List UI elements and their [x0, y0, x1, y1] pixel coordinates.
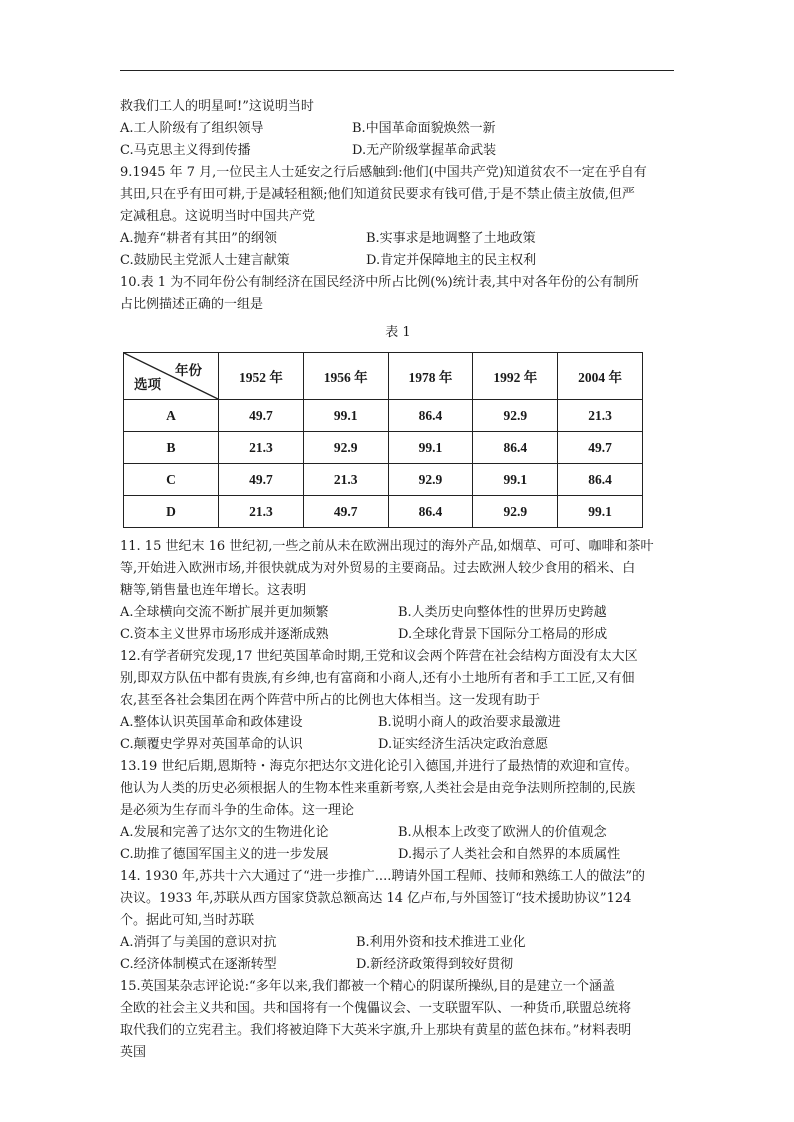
q11-option-d[interactable]: D.全球化背景下国际分工格局的形成 [398, 627, 608, 642]
table-cell: 92.9 [388, 464, 473, 496]
year-header: 1992 年 [473, 353, 558, 400]
q9-option-a[interactable]: A.抛弃“耕者有其田”的纲领 [120, 231, 277, 246]
ownership-table [123, 352, 643, 528]
table-cell: 86.4 [388, 496, 473, 528]
row-option-label: B [124, 432, 219, 464]
q9-stem-line: 其田,只在乎有田可耕,于是减轻租额;他们知道贫民要求有钱可借,于是不禁止债主放债,但严 [120, 187, 635, 202]
q11-options-row-1 [120, 602, 676, 624]
corner-label-year: 年份 [175, 363, 202, 378]
table-caption: 表 1 [385, 325, 411, 340]
q9-stem-line: 定减租息。这说明当时中国共产党 [120, 209, 316, 224]
year-header: 1956 年 [303, 353, 388, 400]
table-cell: 92.9 [473, 400, 558, 432]
q14-option-a[interactable]: A.消弭了与美国的意识对抗 [120, 935, 277, 950]
table-cell: 99.1 [558, 496, 643, 528]
q14-options-row-1 [120, 932, 676, 954]
table-cell: 21.3 [558, 400, 643, 432]
table-cell: 21.3 [219, 432, 304, 464]
table-header-row [124, 353, 643, 400]
q11-option-b[interactable]: B.人类历史向整体性的世界历史跨越 [398, 605, 607, 620]
q13-option-a[interactable]: A.发展和完善了达尔文的生物进化论 [120, 825, 329, 840]
table-row [124, 496, 643, 528]
table-cell: 49.7 [219, 464, 304, 496]
q12-stem-line: 别,即双方队伍中都有贵族,有乡绅,也有富商和小商人,还有小土地所有者和手工工匠,又有佃 [120, 671, 635, 686]
q8-options-row-2 [120, 140, 676, 162]
q15-stem-line: 取代我们的立宪君主。我们将被迫降下大英米字旗,升上那块有黄星的蓝色抹布。”材料表明 [120, 1023, 632, 1038]
q13-stem-line: 是必须为生存而斗争的生命体。这一理论 [120, 803, 355, 818]
q14-stem-line: 决议。1933 年,苏联从西方国家贷款总额高达 14 亿卢布,与外国签订“技术援助协议”124 [120, 891, 632, 906]
q13-options-row-1 [120, 822, 676, 844]
q13-option-b[interactable]: B.从根本上改变了欧洲人的价值观念 [398, 825, 607, 840]
table-cell: 86.4 [473, 432, 558, 464]
table-cell: 86.4 [388, 400, 473, 432]
q14-option-d[interactable]: D.新经济政策得到较好贯彻 [356, 957, 514, 972]
q11-option-c[interactable]: C.资本主义世界市场形成并逐渐成熟 [120, 627, 329, 642]
table-row [124, 464, 643, 496]
q14-stem-line: 14. 1930 年,苏共十六大通过了“进一步推广....聘请外国工程师、技师和熟练工人的做法”的 [120, 869, 645, 884]
q8-stem-tail: 救我们工人的明星呵!”这说明当时 [120, 99, 314, 114]
year-header: 1952 年 [219, 353, 304, 400]
q11-option-a[interactable]: A.全球横向交流不断扩展并更加频繁 [120, 605, 329, 620]
table-corner-cell [124, 353, 219, 400]
q13-option-c[interactable]: C.助推了德国军国主义的进一步发展 [120, 847, 329, 862]
q12-option-c[interactable]: C.颠覆史学界对英国革命的认识 [120, 737, 303, 752]
table-cell: 99.1 [473, 464, 558, 496]
q10-stem-line: 10.表 1 为不同年份公有制经济在国民经济中所占比例(%)统计表,其中对各年份的公有制所 [120, 275, 639, 290]
page-content [120, 96, 676, 1064]
q11-stem-line: 糖等,销售量也连年增长。这表明 [120, 583, 307, 598]
q14-option-c[interactable]: C.经济体制模式在逐渐转型 [120, 957, 277, 972]
q8-option-a[interactable]: A.工人阶级有了组织领导 [120, 121, 264, 136]
q13-options-row-2 [120, 844, 676, 866]
q10-stem-line: 占比例描述正确的一组是 [120, 297, 264, 312]
table-cell: 49.7 [558, 432, 643, 464]
q12-options-row-2 [120, 734, 676, 756]
table-cell: 99.1 [303, 400, 388, 432]
q12-options-row-1 [120, 712, 676, 734]
q12-stem-line: 12.有学者研究发现,17 世纪英国革命时期,王党和议会两个阵营在社会结构方面没有太大区 [120, 649, 638, 664]
q9-option-b[interactable]: B.实事求是地调整了土地政策 [366, 231, 536, 246]
table-cell: 92.9 [303, 432, 388, 464]
q9-options-row-2 [120, 250, 676, 272]
table-cell: 92.9 [473, 496, 558, 528]
q15-stem-line: 英国 [120, 1045, 147, 1060]
q15-stem-line: 全欧的社会主义共和国。共和国将有一个傀儡议会、一支联盟军队、一种货币,联盟总统将 [120, 1001, 632, 1016]
q9-option-d[interactable]: D.肯定并保障地主的民主权利 [366, 253, 537, 268]
row-option-label: C [124, 464, 219, 496]
q14-option-b[interactable]: B.利用外资和技术推进工业化 [356, 935, 526, 950]
q12-option-b[interactable]: B.说明小商人的政治要求最激进 [378, 715, 561, 730]
q9-stem-line: 9.1945 年 7 月,一位民主人士延安之行后感触到:他们(中国共产党)知道贫农不一定在乎自有 [120, 165, 647, 180]
year-header: 1978 年 [388, 353, 473, 400]
q12-option-a[interactable]: A.整体认识英国革命和政体建设 [120, 715, 303, 730]
table-row [124, 400, 643, 432]
q11-options-row-2 [120, 624, 676, 646]
q8-option-b[interactable]: B.中国革命面貌焕然一新 [352, 121, 496, 136]
q11-stem-line: 等,开始进入欧洲市场,并很快就成为对外贸易的主要商品。过去欧洲人较少食用的稻米、白 [120, 561, 636, 576]
q12-option-d[interactable]: D.证实经济生活决定政治意愿 [378, 737, 549, 752]
table-row [124, 432, 643, 464]
q15-stem-line: 15.英国某杂志评论说:“多年以来,我们都被一个精心的阴谋所操纵,目的是建立一个涵盖 [120, 979, 615, 994]
q8-options-row-1 [120, 118, 676, 140]
q13-stem-line: 13.19 世纪后期,恩斯特・海克尔把达尔文进化论引入德国,并进行了最热情的欢迎和宣传。 [120, 759, 638, 774]
year-header: 2004 年 [558, 353, 643, 400]
q9-option-c[interactable]: C.鼓励民主党派人士建言献策 [120, 253, 290, 268]
q13-option-d[interactable]: D.揭示了人类社会和自然界的本质属性 [398, 847, 621, 862]
header-rule [120, 70, 674, 71]
corner-label-option: 选项 [134, 377, 161, 392]
q12-stem-line: 农,甚至各社会集团在两个阵营中所占的比例也大体相当。这一发现有助于 [120, 693, 541, 708]
q8-option-d[interactable]: D.无产阶级掌握革命武装 [352, 143, 497, 158]
table-cell: 21.3 [219, 496, 304, 528]
table-cell: 99.1 [388, 432, 473, 464]
q13-stem-line: 他认为人类的历史必须根据人的生物本性来重新考察,人类社会是由竞争法则所控制的,民族 [120, 781, 636, 796]
q8-option-c[interactable]: C.马克思主义得到传播 [120, 143, 251, 158]
row-option-label: D [124, 496, 219, 528]
q14-stem-line: 个。据此可知,当时苏联 [120, 913, 255, 928]
q14-options-row-2 [120, 954, 676, 976]
table-cell: 86.4 [558, 464, 643, 496]
table-cell: 49.7 [303, 496, 388, 528]
table-cell: 21.3 [303, 464, 388, 496]
row-option-label: A [124, 400, 219, 432]
q11-stem-line: 11. 15 世纪末 16 世纪初,一些之前从未在欧洲出现过的海外产品,如烟草、可可、咖啡和茶叶 [120, 539, 654, 554]
q9-options-row-1 [120, 228, 676, 250]
table-cell: 49.7 [219, 400, 304, 432]
